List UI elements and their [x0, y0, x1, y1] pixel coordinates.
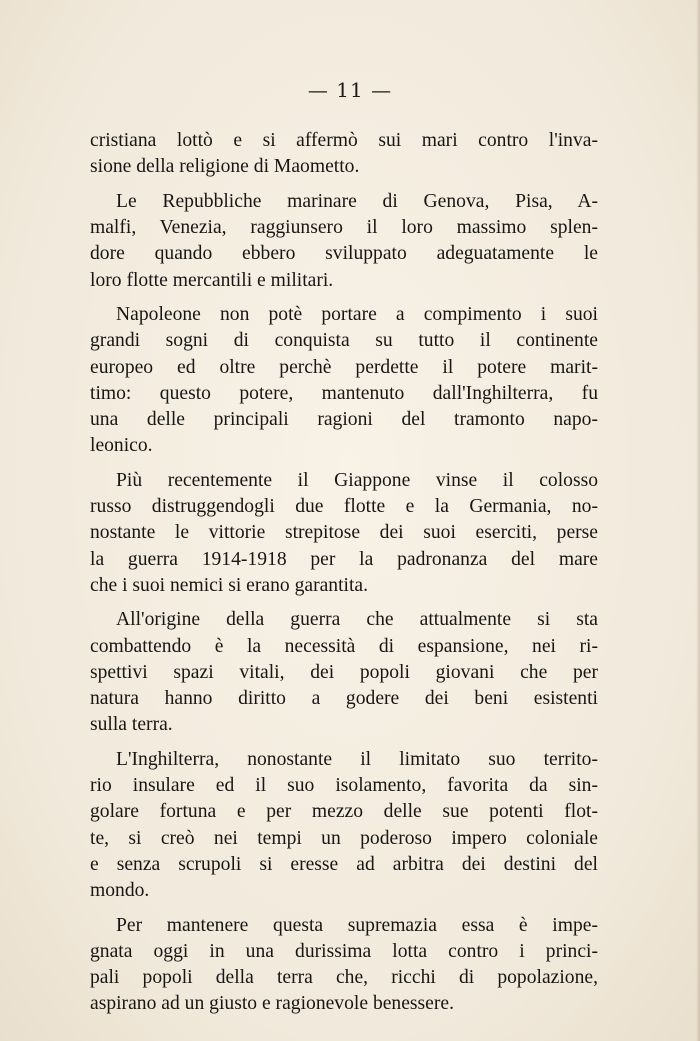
page-number: — 11 — — [307, 78, 393, 102]
paragraph-3 — [90, 302, 598, 459]
text-line: cristiana lottò e si affermò sui mari contro l'inva- — [90, 130, 598, 151]
text-line: loro flotte mercantili e militari. — [90, 269, 334, 291]
text-line: timo: questo potere, mantenuto dall'Inghilterra, fu — [90, 382, 598, 404]
text-line: te, si creò nei tempi un poderoso impero coloniale — [90, 827, 598, 849]
text-line: gnata oggi in una durissima lotta contro i princi- — [90, 940, 598, 962]
text-line: e senza scrupoli si eresse ad arbitra dei destini del — [90, 853, 598, 875]
paragraph-7 — [90, 913, 598, 1018]
text-line: russo distruggendogli due flotte e la Germania, no- — [90, 496, 598, 518]
text-line: rio insulare ed il suo isolamento, favorita da sin- — [90, 775, 598, 797]
text-line: All'origine della guerra che attualmente si sta — [116, 609, 598, 631]
text-line: malfi, Venezia, raggiunsero il loro massimo splen- — [90, 217, 598, 239]
text-line: natura hanno diritto a godere dei beni esistenti — [90, 688, 598, 710]
body-text — [90, 128, 598, 1026]
paragraph-5 — [90, 607, 598, 738]
paragraph-4 — [90, 468, 598, 599]
text-line: Per mantenere questa supremazia essa è impe- — [116, 914, 598, 936]
text-line: nostante le vittorie strepitose dei suoi eserciti, perse — [90, 522, 598, 544]
text-line: spettivi spazi vitali, dei popoli giovani che per — [90, 661, 598, 683]
text-line: una delle principali ragioni del tramonto napo- — [90, 409, 598, 431]
text-line: L'Inghilterra, nonostante il limitato suo territo- — [116, 748, 598, 770]
text-line: mondo. — [90, 879, 150, 901]
text-line: dore quando ebbero sviluppato adeguatamente le — [90, 243, 598, 265]
text-line: Più recentemente il Giappone vinse il colosso — [116, 469, 598, 491]
text-line: grandi sogni di conquista su tutto il continente — [90, 330, 598, 352]
page-edge-shadow — [696, 0, 700, 1041]
paragraph-1 — [90, 128, 598, 180]
text-line: che i suoi nemici si erano garantita. — [90, 574, 369, 596]
text-line: leonico. — [90, 435, 153, 457]
text-line: golare fortuna e per mezzo delle sue potenti flot- — [90, 801, 598, 823]
text-line: sulla terra. — [90, 714, 173, 736]
text-line: combattendo è la necessità di espansione, nei ri- — [90, 635, 598, 657]
paragraph-6 — [90, 747, 598, 904]
text-line: aspirano ad un giusto e ragionevole benessere. — [90, 993, 454, 1015]
text-line: la guerra 1914-1918 per la padronanza del mare — [90, 548, 598, 570]
text-line: Le Repubbliche marinare di Genova, Pisa, A- — [116, 190, 598, 212]
text-line: sione della religione di Maometto. — [90, 156, 360, 178]
text-line: europeo ed oltre perchè perdette il potere marit- — [90, 356, 598, 378]
text-line: Napoleone non potè portare a compimento i suoi — [116, 304, 598, 326]
text-line: pali popoli della terra che, ricchi di popolazione, — [90, 967, 598, 989]
paragraph-2 — [90, 189, 598, 294]
